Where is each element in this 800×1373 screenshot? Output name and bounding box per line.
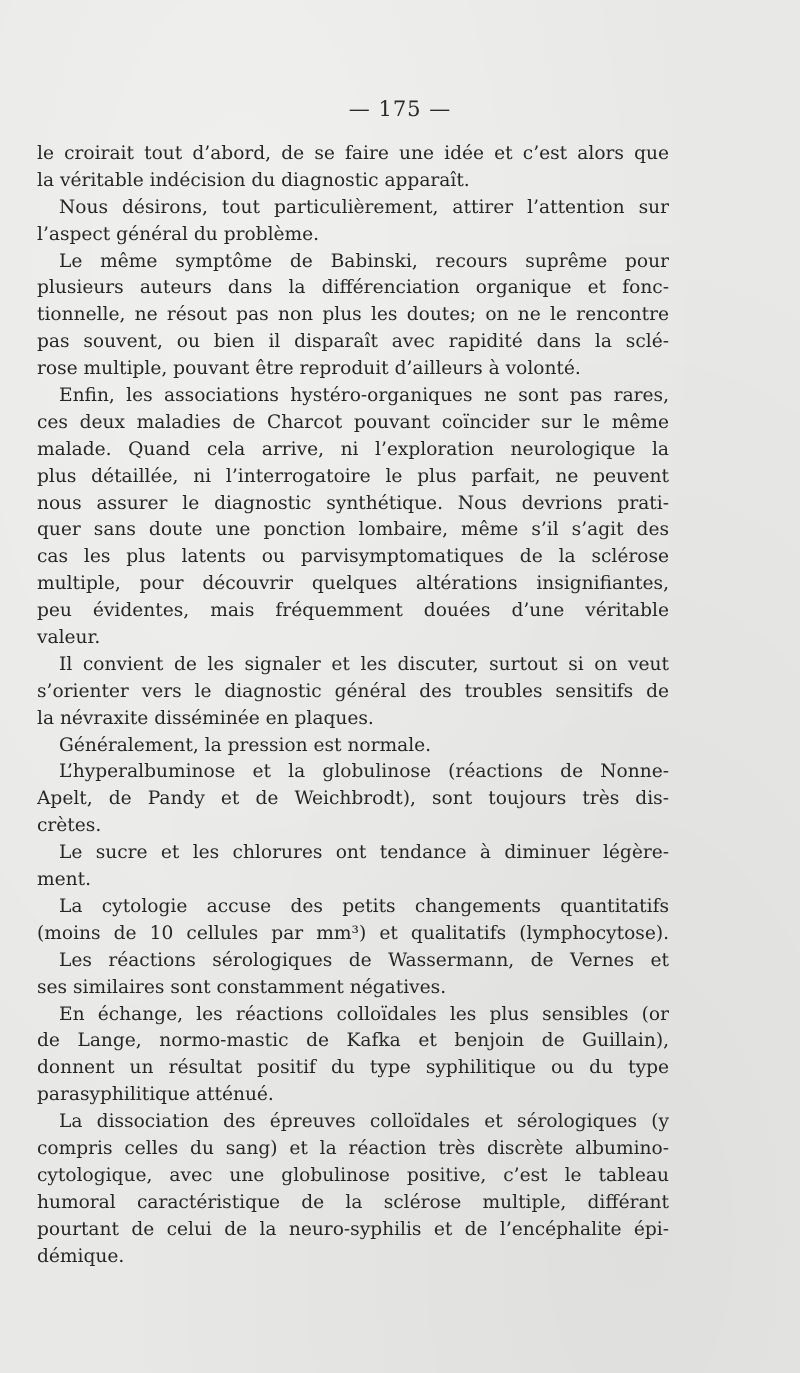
text-line: cas les plus latents ou parvisymptomatiques de la sclérose — [37, 546, 669, 568]
text-line: compris celles du sang) et la réaction très discrète albumino- — [37, 1137, 669, 1159]
text-line: La cytologie accuse des petits changements quantitatifs — [59, 895, 669, 917]
text-line: Nous désirons, tout particulièrement, attirer l’attention sur — [59, 196, 669, 218]
text-line: malade. Quand cela arrive, ni l’exploration neurologique la — [37, 438, 669, 460]
text-line: humoral caractéristique de la sclérose multiple, différant — [37, 1191, 669, 1213]
text-line: l’aspect général du problème. — [37, 223, 320, 245]
text-line: Enfin, les associations hystéro-organiques ne sont pas rares, — [59, 385, 669, 407]
text-line: multiple, pour découvrir quelques altérations insignifiantes, — [37, 573, 669, 595]
text-line: Il convient de les signaler et les discuter, surtout si on veut — [59, 653, 669, 675]
text-line: le croirait tout d’abord, de se faire une idée et c’est alors que — [37, 143, 669, 164]
text-line: pas souvent, ou bien il disparaît avec rapidité dans la sclé- — [37, 331, 669, 353]
text-line: La dissociation des épreuves colloïdales et sérologiques (y — [59, 1111, 669, 1133]
text-line: parasyphilitique atténué. — [37, 1084, 274, 1106]
text-line: Le sucre et les chlorures ont tendance à diminuer légère- — [59, 842, 669, 864]
text-line: cytologique, avec une globulinose positive, c’est le tableau — [37, 1164, 669, 1186]
text-line: (moins de 10 cellules par mm³) et qualitatifs (lymphocytose). — [37, 922, 669, 944]
page-number: — 175 — — [348, 97, 452, 121]
text-line: s’orienter vers le diagnostic général des troubles sensitifs de — [37, 680, 669, 702]
text-line: valeur. — [37, 627, 101, 649]
text-line: peu évidentes, mais fréquemment douées d’une véritable — [37, 600, 669, 622]
text-line: Le même symptôme de Babinski, recours suprême pour — [59, 250, 669, 272]
text-line: nous assurer le diagnostic synthétique. Nous devrions prati- — [37, 492, 669, 514]
body-text — [37, 141, 669, 1270]
text-line: Apelt, de Pandy et de Weichbrodt), sont toujours très dis- — [37, 788, 669, 810]
text-line: ses similaires sont constamment négatives. — [37, 976, 447, 998]
text-line: la névraxite disséminée en plaques. — [37, 707, 374, 729]
text-line: de Lange, normo-mastic de Kafka et benjoin de Guillain), — [37, 1030, 669, 1052]
text-line: plus détaillée, ni l’interrogatoire le plus parfait, ne peuvent — [37, 465, 669, 487]
text-line: tionnelle, ne résout pas non plus les doutes; on ne le rencontre — [37, 304, 669, 326]
text-line: donnent un résultat positif du type syphilitique ou du type — [37, 1057, 669, 1079]
text-line: Les réactions sérologiques de Wassermann, de Vernes et — [59, 949, 669, 971]
text-line: la véritable indécision du diagnostic apparaît. — [37, 169, 470, 191]
text-line: pourtant de celui de la neuro-syphilis et de l’encéphalite épi- — [37, 1218, 669, 1240]
text-line: ces deux maladies de Charcot pouvant coïncider sur le même — [37, 411, 669, 433]
text-line: ment. — [37, 869, 91, 891]
text-line: Généralement, la pression est normale. — [59, 734, 432, 756]
text-line: En échange, les réactions colloïdales les plus sensibles (or — [59, 1003, 669, 1025]
text-line: démique. — [37, 1245, 125, 1267]
text-line: L’hyperalbuminose et la globulinose (réactions de Nonne- — [59, 761, 669, 783]
text-line: rose multiple, pouvant être reproduit d’ailleurs à volonté. — [37, 358, 581, 380]
text-line: crètes. — [37, 815, 102, 837]
text-line: quer sans doute une ponction lombaire, même s’il s’agit des — [37, 519, 669, 541]
text-line: plusieurs auteurs dans la différenciation organique et fonc- — [37, 277, 669, 299]
